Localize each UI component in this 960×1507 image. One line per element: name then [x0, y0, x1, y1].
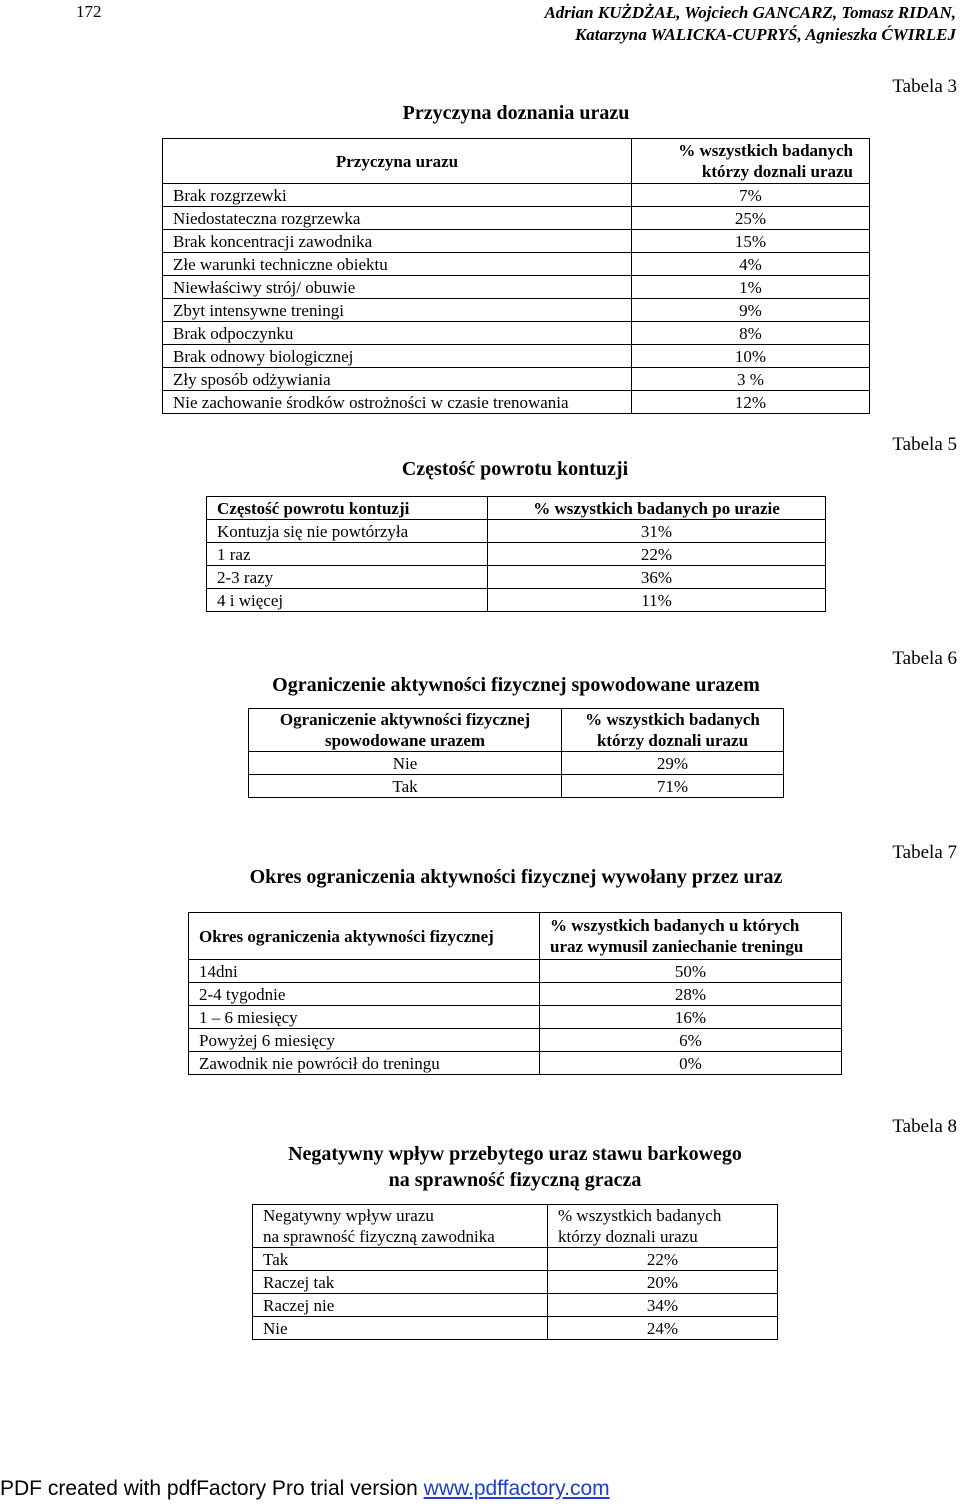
table8-header-row [253, 1205, 778, 1248]
table8-col1-header [253, 1205, 548, 1248]
table6-cell-answer: Tak [249, 775, 562, 798]
table3-cell-cause: Niedostateczna rozgrzewka [163, 207, 632, 230]
table6-col2-header-line2: którzy doznali urazu [596, 731, 749, 750]
table6-col2-header [562, 709, 784, 752]
table7-cell-pct: 0% [540, 1052, 842, 1075]
table7-col1-header: Okres ograniczenia aktywności fizycznej [189, 913, 540, 960]
table3-cell-cause: Brak rozgrzewki [163, 184, 632, 207]
table8-col2-header-line1: % wszystkich badanych [558, 1206, 722, 1225]
table7-cell-pct: 28% [540, 983, 842, 1006]
table6-col1-header-line1: Ograniczenie aktywności fizycznej [279, 710, 531, 729]
table8-row [253, 1248, 778, 1271]
table3-label: Tabela 3 [892, 76, 957, 97]
table3-cell-pct: 4% [632, 253, 870, 276]
table8-col1-header-line1: Negatywny wpływ urazu [263, 1206, 434, 1225]
table8-row [253, 1317, 778, 1340]
table3-row [163, 391, 870, 414]
table5-cell-freq: 4 i więcej [207, 589, 488, 612]
table7-cell-period: Zawodnik nie powrócił do treningu [189, 1052, 540, 1075]
table5-cell-freq: 2-3 razy [207, 566, 488, 589]
table3-row [163, 207, 870, 230]
table3-cell-cause: Niewłaściwy strój/ obuwie [163, 276, 632, 299]
table6-col1-header-line2: spowodowane urazem [324, 731, 486, 750]
authors-line-1: Adrian KUŻDŻAŁ, Wojciech GANCARZ, Tomasz RIDAN, [544, 3, 956, 22]
table5-row [207, 520, 826, 543]
table3-cell-pct: 7% [632, 184, 870, 207]
table3-row [163, 184, 870, 207]
table3-row [163, 276, 870, 299]
table8 [252, 1204, 778, 1340]
table7-cell-period: 2-4 tygodnie [189, 983, 540, 1006]
table5-col1-header: Częstość powrotu kontuzji [207, 497, 488, 520]
table3-row [163, 230, 870, 253]
table3-cell-pct: 9% [632, 299, 870, 322]
table6-cell-answer: Nie [249, 752, 562, 775]
table6-cell-pct: 71% [562, 775, 784, 798]
table3-cell-pct: 12% [632, 391, 870, 414]
table3-col2-header-line1: % wszystkich badanych [678, 141, 853, 160]
authors-header [396, 2, 956, 46]
pdf-footer [0, 1477, 610, 1501]
table3 [162, 138, 870, 414]
table5-cell-freq: 1 raz [207, 543, 488, 566]
table3-cell-cause: Zbyt intensywne treningi [163, 299, 632, 322]
table5-cell-pct: 31% [488, 520, 826, 543]
table7 [188, 912, 842, 1075]
table7-col2-header-line2: uraz wymusil zaniechanie treningu [550, 937, 804, 956]
table3-col2-header-line2: którzy doznali urazu [701, 162, 853, 181]
table6-col1-header [249, 709, 562, 752]
table3-cell-pct: 10% [632, 345, 870, 368]
table8-title-line2: na sprawność fizyczną gracza [388, 1169, 642, 1191]
table7-row [189, 983, 842, 1006]
table3-cell-cause: Złe warunki techniczne obiektu [163, 253, 632, 276]
table5-cell-pct: 22% [488, 543, 826, 566]
table6-label: Tabela 6 [892, 648, 957, 669]
table5-label: Tabela 5 [892, 434, 957, 455]
table3-row [163, 368, 870, 391]
table7-title: Okres ograniczenia aktywności fizycznej wywołany przez uraz [249, 866, 783, 888]
page-number: 172 [76, 2, 102, 21]
table3-row [163, 299, 870, 322]
table3-row [163, 253, 870, 276]
table5-cell-pct: 11% [488, 589, 826, 612]
table3-cell-cause: Nie zachowanie środków ostrożności w czasie trenowania [163, 391, 632, 414]
table5-header-row [207, 497, 826, 520]
table5-cell-pct: 36% [488, 566, 826, 589]
table8-cell-answer: Raczej tak [253, 1271, 548, 1294]
table8-row [253, 1271, 778, 1294]
table8-cell-pct: 22% [548, 1248, 778, 1271]
table6-row [249, 775, 784, 798]
table8-col2-header-line2: którzy doznali urazu [558, 1227, 698, 1246]
table5-col2-header: % wszystkich badanych po urazie [488, 497, 826, 520]
table7-col2-header-line1: % wszystkich badanych u których [550, 916, 800, 935]
authors-line-2: Katarzyna WALICKA-CUPRYŚ, Agnieszka ĆWIRLEJ [574, 25, 956, 44]
footer-link[interactable]: www.pdffactory.com [423, 1477, 610, 1500]
table7-cell-period: Powyżej 6 miesięcy [189, 1029, 540, 1052]
table3-cell-pct: 15% [632, 230, 870, 253]
table7-row [189, 960, 842, 983]
table8-cell-answer: Raczej nie [253, 1294, 548, 1317]
table8-cell-pct: 20% [548, 1271, 778, 1294]
table7-cell-pct: 50% [540, 960, 842, 983]
table8-label: Tabela 8 [892, 1116, 957, 1137]
table3-cell-pct: 25% [632, 207, 870, 230]
table7-col2-header [540, 913, 842, 960]
footer-text: PDF created with pdfFactory Pro trial version [0, 1477, 424, 1500]
table6-col2-header-line1: % wszystkich badanych [585, 710, 760, 729]
table5-title: Częstość powrotu kontuzji [401, 458, 629, 480]
table3-row [163, 345, 870, 368]
table6-header-row [249, 709, 784, 752]
table3-col2-header [632, 139, 870, 184]
table5-row [207, 543, 826, 566]
table8-cell-answer: Tak [253, 1248, 548, 1271]
table7-row [189, 1052, 842, 1075]
table7-cell-pct: 6% [540, 1029, 842, 1052]
table3-cell-pct: 1% [632, 276, 870, 299]
table3-cell-cause: Brak odpoczynku [163, 322, 632, 345]
table3-cell-cause: Brak koncentracji zawodnika [163, 230, 632, 253]
table5-row [207, 566, 826, 589]
table6-cell-pct: 29% [562, 752, 784, 775]
table3-cell-pct: 3 % [632, 368, 870, 391]
table8-row [253, 1294, 778, 1317]
table5-cell-freq: Kontuzja się nie powtórzyła [207, 520, 488, 543]
table8-col2-header [548, 1205, 778, 1248]
table7-cell-pct: 16% [540, 1006, 842, 1029]
table7-row [189, 1006, 842, 1029]
table8-cell-answer: Nie [253, 1317, 548, 1340]
table7-label: Tabela 7 [892, 842, 957, 863]
table3-title: Przyczyna doznania urazu [402, 102, 630, 124]
table6-title: Ograniczenie aktywności fizycznej spowodowane urazem [272, 674, 760, 696]
table8-title-line1: Negatywny wpływ przebytego uraz stawu barkowego [288, 1143, 742, 1165]
table8-col1-header-line2: na sprawność fizyczną zawodnika [263, 1227, 495, 1246]
table6-row [249, 752, 784, 775]
table7-header-row [189, 913, 842, 960]
table3-cell-cause: Brak odnowy biologicznej [163, 345, 632, 368]
table7-cell-period: 14dni [189, 960, 540, 983]
table8-cell-pct: 34% [548, 1294, 778, 1317]
table3-cell-cause: Zły sposób odżywiania [163, 368, 632, 391]
table3-col1-header: Przyczyna urazu [163, 139, 632, 184]
table8-cell-pct: 24% [548, 1317, 778, 1340]
table5 [206, 496, 826, 612]
table8-title [240, 1141, 790, 1193]
table7-row [189, 1029, 842, 1052]
table7-cell-period: 1 – 6 miesięcy [189, 1006, 540, 1029]
table3-header-row [163, 139, 870, 184]
table3-cell-pct: 8% [632, 322, 870, 345]
table6 [248, 708, 784, 798]
table5-row [207, 589, 826, 612]
table3-row [163, 322, 870, 345]
